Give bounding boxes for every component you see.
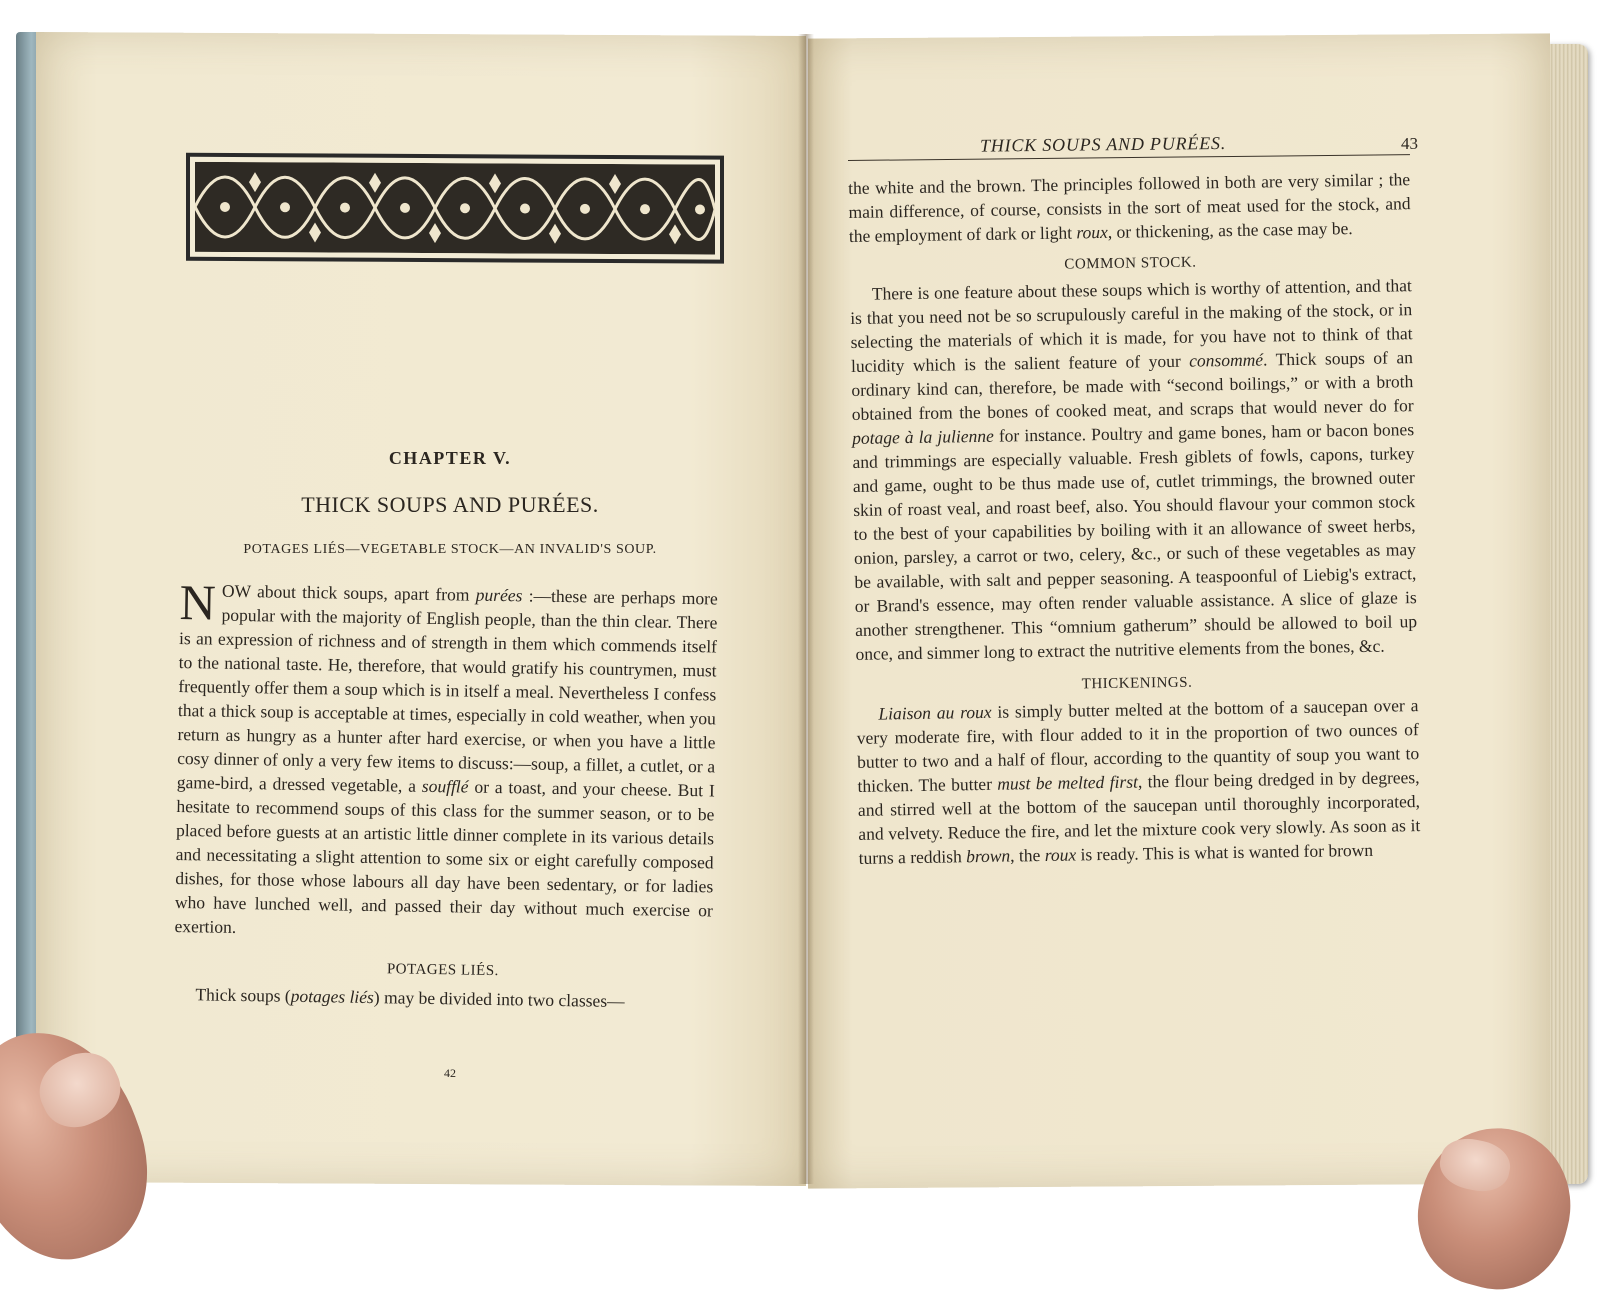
- italic-term: brown: [965, 845, 1011, 867]
- right-paragraph-3: [856, 693, 1421, 870]
- page-number-right: 43: [1401, 134, 1418, 153]
- chapter-number: CHAPTER V.: [388, 448, 512, 468]
- section-heading: POTAGES LIÉS.: [386, 961, 499, 980]
- italic-term: roux: [1044, 844, 1077, 865]
- text-run: for instance. Poultry and game bones, ham or bacon bones and trimmings are especially valuable. Fresh giblets of fowls, capons, turkey and game, ought to be thus made use of, cutlet trimmings, the browned outer skin of roast veal, and roast beef, also. You should flavour your common stock to the best of your capabilities by boiling with it an allowance of sweet herbs, onion, parsley, a carrot or two, celery, &c., or such of these vegetables as may be available, with salt and pepper seasoning. A teaspoonful of Liebig's extract, or Brand's essence, may often render valuable assistance. A slice of glaze is another strengthener. This “omnium gatherum” should be allowed to boil up once, and simmer long to extract the nutritive elements from the bones, &c.: [852, 419, 1418, 664]
- chapter-subtitle: POTAGES LIÉS—VEGETABLE STOCK—AN INVALID'S SOUP.: [243, 542, 657, 557]
- text-run: or a toast, and your cheese. But I hesitate to recommend soups of this class for the summer season, or to be placed before guests at an artistic little dinner complete in its various details and necessitating a slight attention to some six or eight carefully composed dishes, for those whose labours all day have been sedentary, or for ladies who have lunched well, and passed their day without much exercise or exertion.: [174, 776, 715, 937]
- right-paragraph-1: [848, 167, 1411, 248]
- running-head: THICK SOUPS AND PURÉES.: [979, 132, 1227, 156]
- left-page-body: [173, 574, 718, 1014]
- italic-term: roux: [1076, 221, 1108, 243]
- italic-term: potages liés: [290, 985, 375, 1008]
- section-heading: COMMON STOCK.: [1064, 254, 1197, 273]
- text-run: There is one feature about these soups which is worthy of attention, and that is that you need not be so scrupulously careful in the making of the stock, or in selecting the materials of which it is made, for you have not to think of that lucidity which is the salient feature of your: [850, 275, 1413, 376]
- ornament-pattern: [195, 162, 715, 255]
- drop-cap: N: [179, 574, 217, 631]
- italic-term: Liaison au roux: [878, 701, 992, 724]
- page-stack: [1544, 44, 1588, 1184]
- italic-term: soufflé: [421, 775, 469, 797]
- book-gutter: [798, 34, 814, 1184]
- right-page-body: [848, 167, 1421, 870]
- right-paragraph-2: [850, 273, 1418, 666]
- italic-term: purées: [475, 584, 523, 606]
- text-run: is ready. This is what is wanted for brown: [1075, 839, 1374, 865]
- text-run: the white and the brown. The principles followed in both are very similar ; the main difference, of course, consists in the sort of meat used for the stock, and the employment of dark or light: [848, 169, 1411, 246]
- text-run: . Thick soups of an ordinary kind can, therefore, be made with “second boilings,” or with a broth obtained from the bones of cooked meat, and scraps that would never do for: [851, 347, 1414, 424]
- text-run: , the flour being dredged in by degrees, and stirred well at the bottom of the saucepan until thoroughly incorporated, and velvety. Reduce the fire, and let the mixture cook very slowly. As soon as it turns a reddish: [857, 767, 1421, 868]
- page-number-left: 42: [444, 1066, 456, 1080]
- decorative-headpiece: [186, 153, 724, 264]
- text-run: Thick soups (: [195, 984, 291, 1006]
- text-run: OW about thick soups, apart from: [221, 580, 476, 605]
- italic-term: consommé: [1189, 349, 1264, 371]
- text-run: ) may be divided into two classes—: [373, 987, 625, 1012]
- section-heading: THICKENINGS.: [1081, 674, 1193, 693]
- chapter-title: THICK SOUPS AND PURÉES.: [301, 492, 599, 517]
- left-paragraph-1: [174, 574, 718, 946]
- italic-term: must be melted first: [997, 771, 1139, 794]
- text-run: , or thickening, as the case may be.: [1107, 218, 1353, 242]
- italic-term: potage à la julienne: [851, 425, 994, 448]
- text-run: , the: [1010, 844, 1045, 866]
- text-run: :—these are perhaps more popular with the majority of English people, than the thin clear. There is an expression of richness and of strength in them which commends itself to the national taste. He, therefore, that would gratify his countrymen, must frequently offer them a soup which is in itself a meal. Nevertheless I confess that a thick soup is acceptable at times, especially in cold weather, when you return as hungry as a hunter after hard exercise, or when you have a little cosy dinner of only a very few items to discuss:—soup, a fillet, a cutlet, or a game-bird, a dressed vegetable, a: [176, 585, 718, 796]
- text-run: is simply butter melted at the bottom of a saucepan over a very moderate fire, with flour added to it in the proportion of two ounces of butter to two and a half of flour, according to the quantity of soup you want to thicken. The butter: [856, 695, 1420, 796]
